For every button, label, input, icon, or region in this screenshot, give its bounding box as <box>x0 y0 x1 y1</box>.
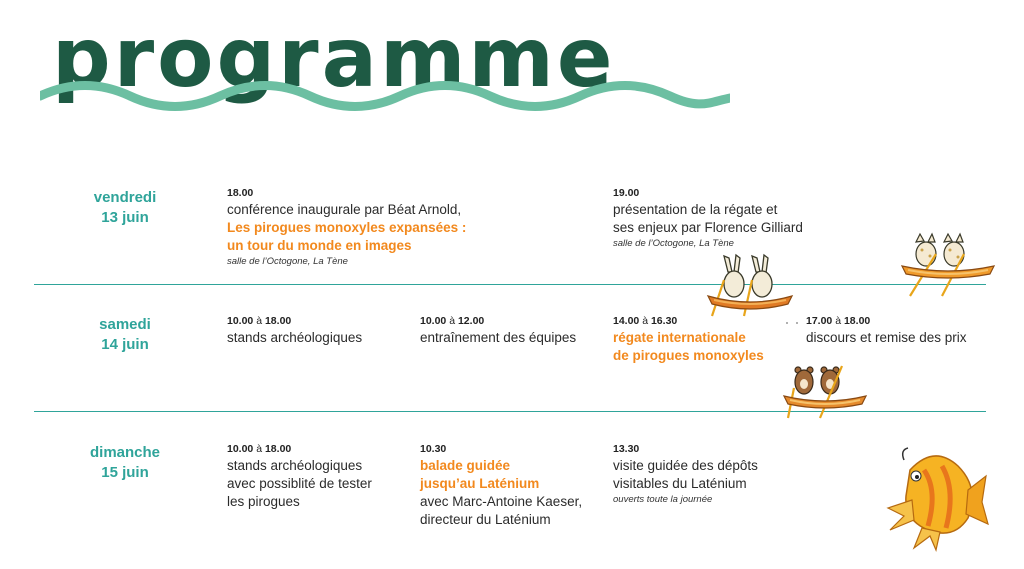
event-highlight: balade guidée <box>420 458 511 473</box>
event-dimanche-stands <box>227 441 372 511</box>
event-dimanche-balade <box>420 441 582 529</box>
canoe-bears-icon <box>782 362 868 422</box>
event-description: présentation de la régate et <box>613 202 778 217</box>
event-vendredi-1800 <box>227 185 466 269</box>
event-highlight: Les pirogues monoxyles expansées : <box>227 220 467 235</box>
day-label-vendredi: vendredi 13 juin <box>93 189 157 226</box>
event-time: 10.00 à 18.00 <box>227 315 292 327</box>
canoe-rabbits-icon <box>704 250 796 322</box>
event-dimanche-visite <box>613 441 758 507</box>
event-samedi-remise-prix <box>806 313 967 347</box>
event-description: avec Marc-Antoine Kaeser, <box>420 494 583 509</box>
event-samedi-entrainement <box>420 313 576 347</box>
wave-decoration-icon <box>40 78 730 114</box>
event-time: 17.00 à 18.00 <box>806 315 871 327</box>
page-title: programme <box>52 11 616 106</box>
event-highlight: un tour du monde en images <box>227 238 412 253</box>
event-highlight: de pirogues monoxyles <box>613 348 764 363</box>
event-description: conférence inaugurale par Béat Arnold, <box>227 202 462 217</box>
event-description: visitables du Laténium <box>613 476 747 491</box>
event-time: 18.00 <box>227 187 254 199</box>
event-description: les pirogues <box>227 494 300 509</box>
event-time: 14.00 à 16.30 <box>613 315 678 327</box>
event-description: directeur du Laténium <box>420 512 551 527</box>
event-description: stands archéologiques <box>227 330 363 345</box>
event-venue: ouverts toute la journée <box>613 494 713 505</box>
event-venue: salle de l’Octogone, La Tène <box>613 238 734 249</box>
divider <box>34 284 986 285</box>
dot <box>796 322 798 324</box>
event-vendredi-1900 <box>613 185 803 251</box>
dot <box>786 322 788 324</box>
fish-icon <box>884 440 990 552</box>
event-description: stands archéologiques <box>227 458 363 473</box>
day-label-dimanche: dimanche 15 juin <box>89 444 161 481</box>
event-venue: salle de l’Octogone, La Tène <box>227 256 348 267</box>
event-description: ses enjeux par Florence Gilliard <box>613 220 803 235</box>
event-description: discours et remise des prix <box>806 330 967 345</box>
event-description: avec possiblité de tester <box>227 476 372 491</box>
day-label-samedi: samedi 14 juin <box>99 316 151 353</box>
event-time: 10.00 à 18.00 <box>227 443 292 455</box>
event-highlight: jusqu’au Laténium <box>420 476 540 491</box>
event-description: visite guidée des dépôts <box>613 458 758 473</box>
event-highlight: régate internationale <box>613 330 746 345</box>
event-time: 10.00 à 12.00 <box>420 315 485 327</box>
event-time: 19.00 <box>613 187 640 199</box>
canoe-cats-icon <box>900 232 996 300</box>
event-time: 13.30 <box>613 443 640 455</box>
event-samedi-stands <box>227 313 362 347</box>
event-time: 10.30 <box>420 443 447 455</box>
event-description: entraînement des équipes <box>420 330 577 345</box>
